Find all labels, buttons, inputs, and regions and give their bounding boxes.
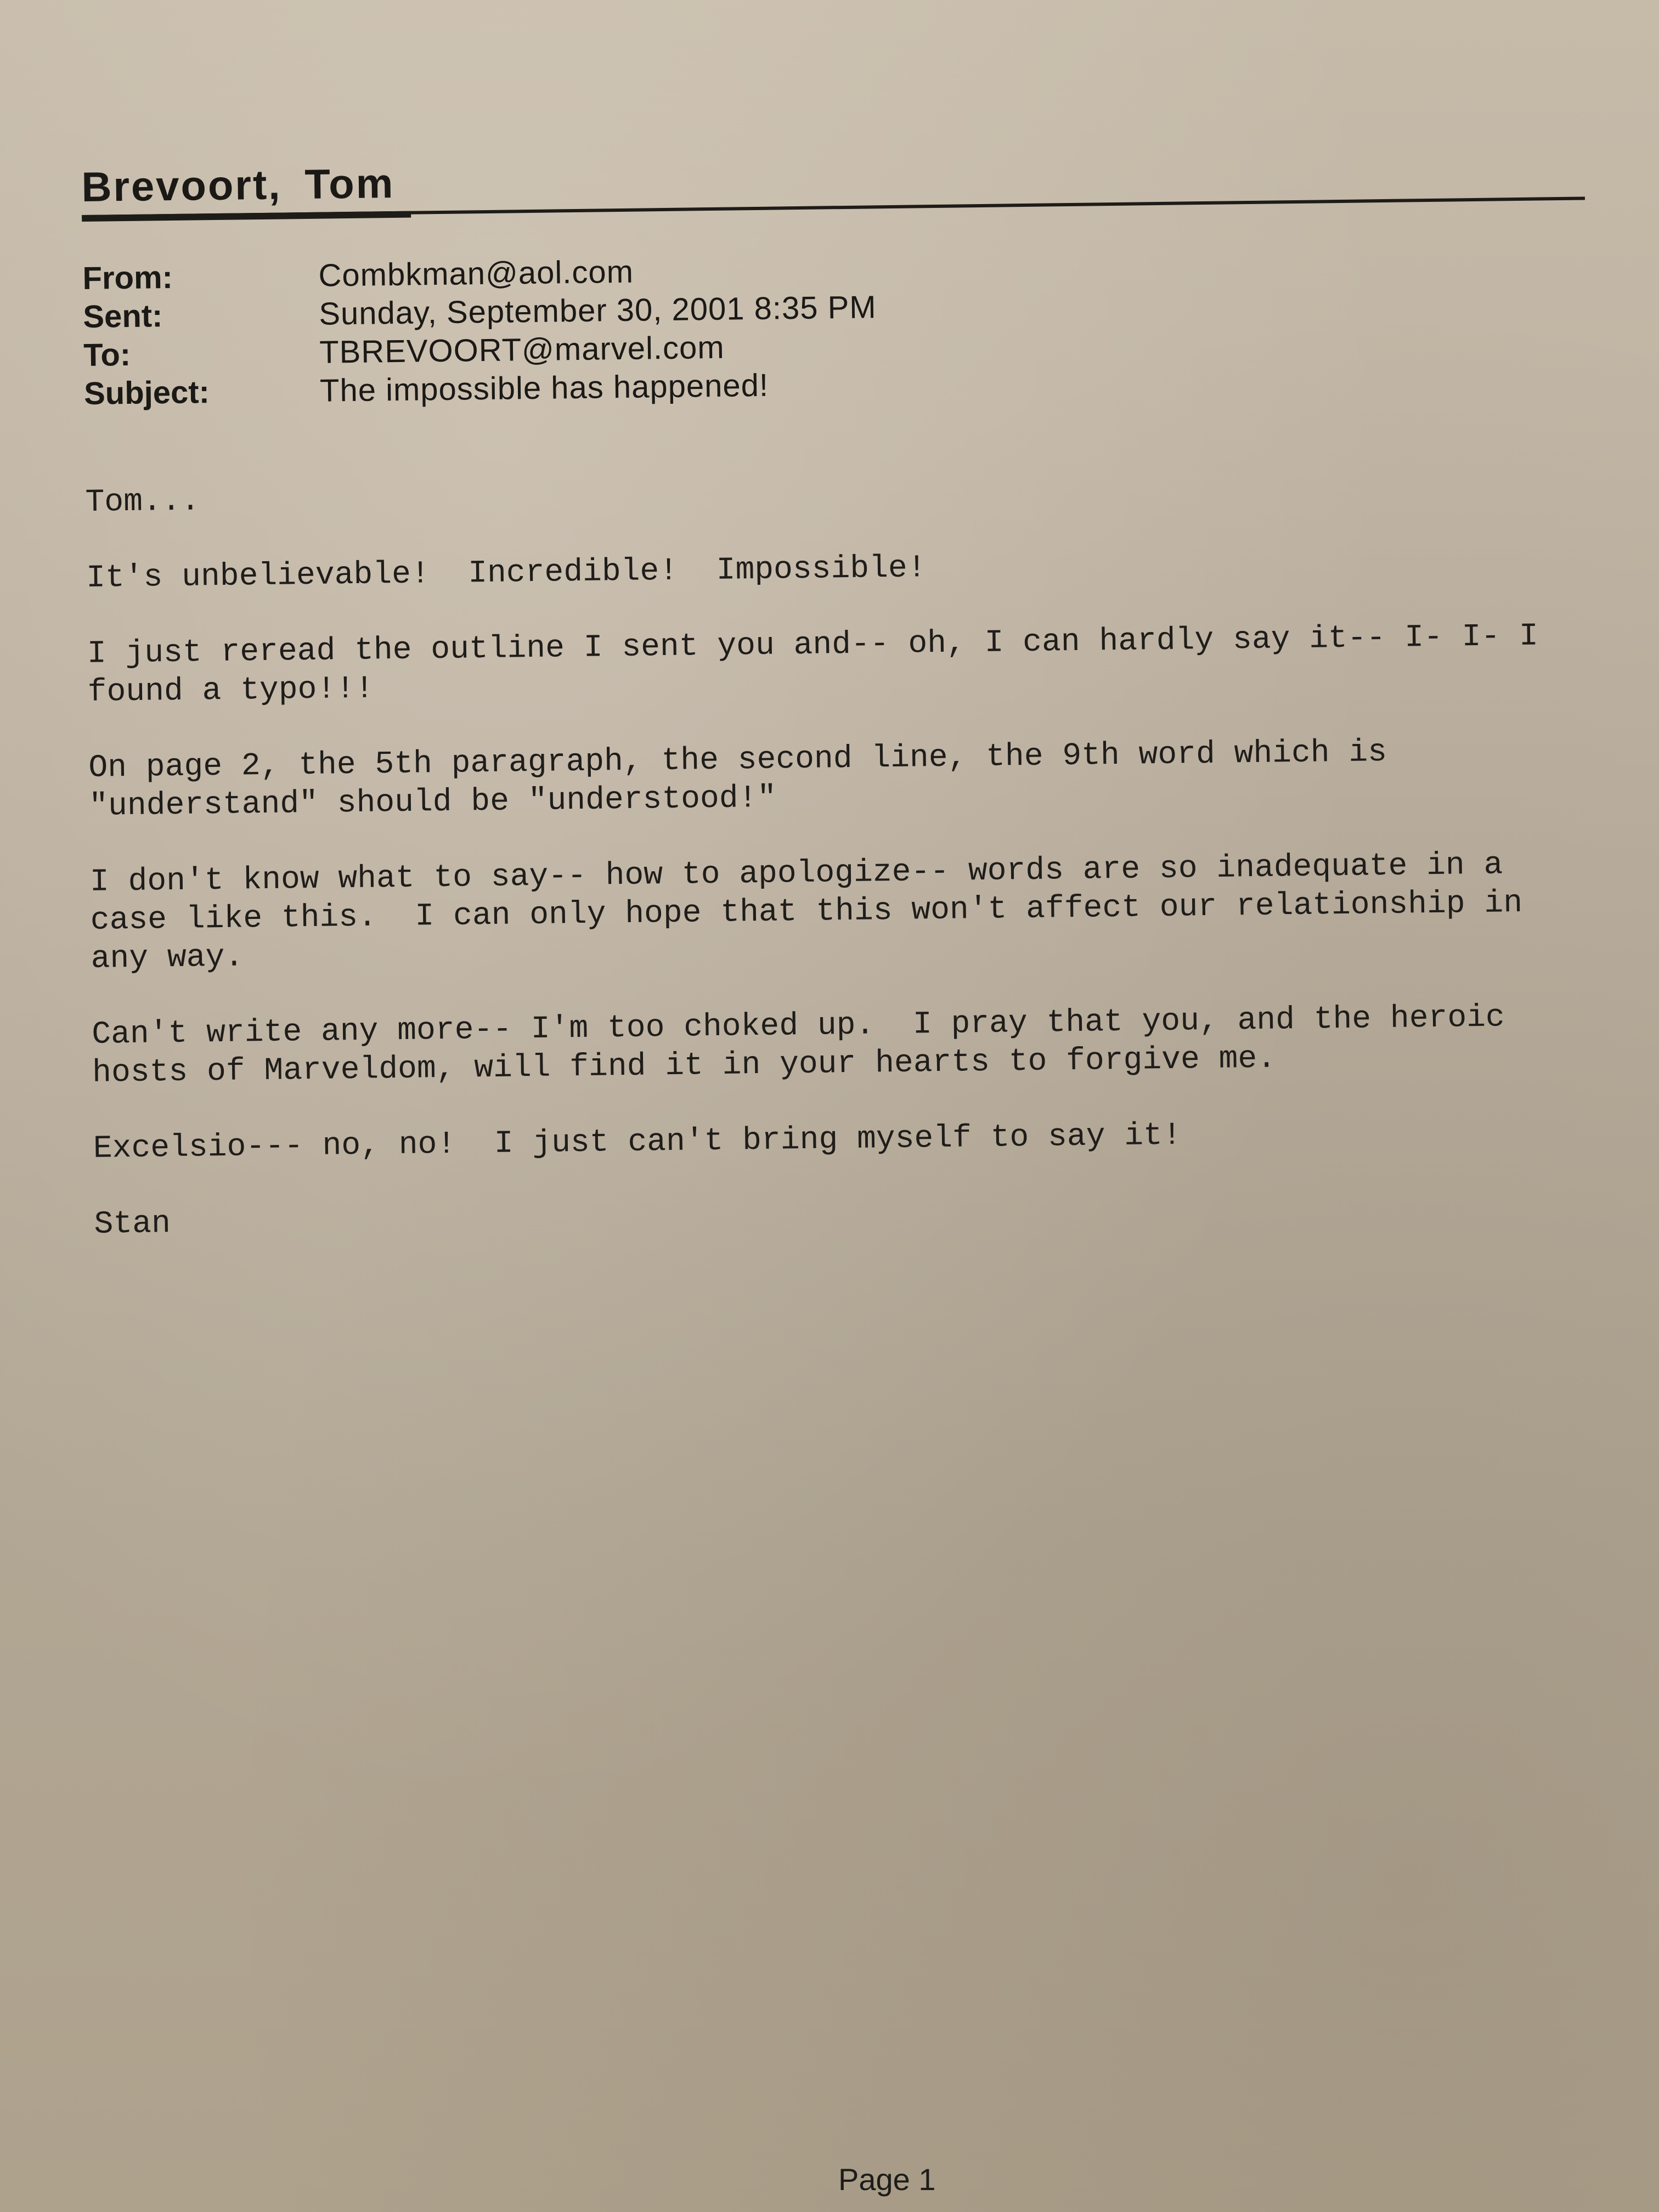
subject-value: The impossible has happened!	[319, 367, 769, 409]
sent-label: Sent:	[82, 297, 163, 335]
body-paragraph: On page 2, the 5th paragraph, the second line, the 9th word which is "understand" should be "understood!"	[88, 734, 1387, 825]
body-paragraph: It's unbelievable! Incredible! Impossible!	[86, 550, 927, 596]
greeting: Tom...	[85, 483, 200, 521]
email-body	[85, 465, 1598, 1244]
mailbox-owner-name: Brevoort, Tom	[81, 160, 395, 211]
page-number: Page 1	[838, 2162, 936, 2197]
sent-value: Sunday, September 30, 2001 8:35 PM	[318, 289, 877, 332]
email-headers	[82, 241, 1587, 412]
from-value: Combkman@aol.com	[318, 253, 634, 294]
body-paragraph: I just reread the outline I sent you and-- oh, I can hardly say it-- I- I- I found a typo!!!	[87, 618, 1539, 710]
subject-label: Subject:	[83, 374, 210, 411]
header-rule-accent	[82, 211, 411, 221]
body-paragraph: I don't know what to say-- how to apologize-- words are so inadequate in a case like this. I can only hope that this won't affect our relationship in any way.	[89, 847, 1523, 977]
document-sheet	[81, 146, 1598, 1282]
from-label: From:	[82, 259, 173, 296]
body-paragraph: Excelsio--- no, no! I just can't bring myself to say it!	[93, 1118, 1182, 1167]
to-label: To:	[83, 336, 131, 373]
to-value: TBREVOORT@marvel.com	[319, 329, 725, 370]
body-paragraph: Can't write any more-- I'm too choked up. I pray that you, and the heroic hosts of Marveldom, will find it in your hearts to forgive me.	[91, 1000, 1505, 1091]
signature: Stan	[94, 1205, 171, 1243]
